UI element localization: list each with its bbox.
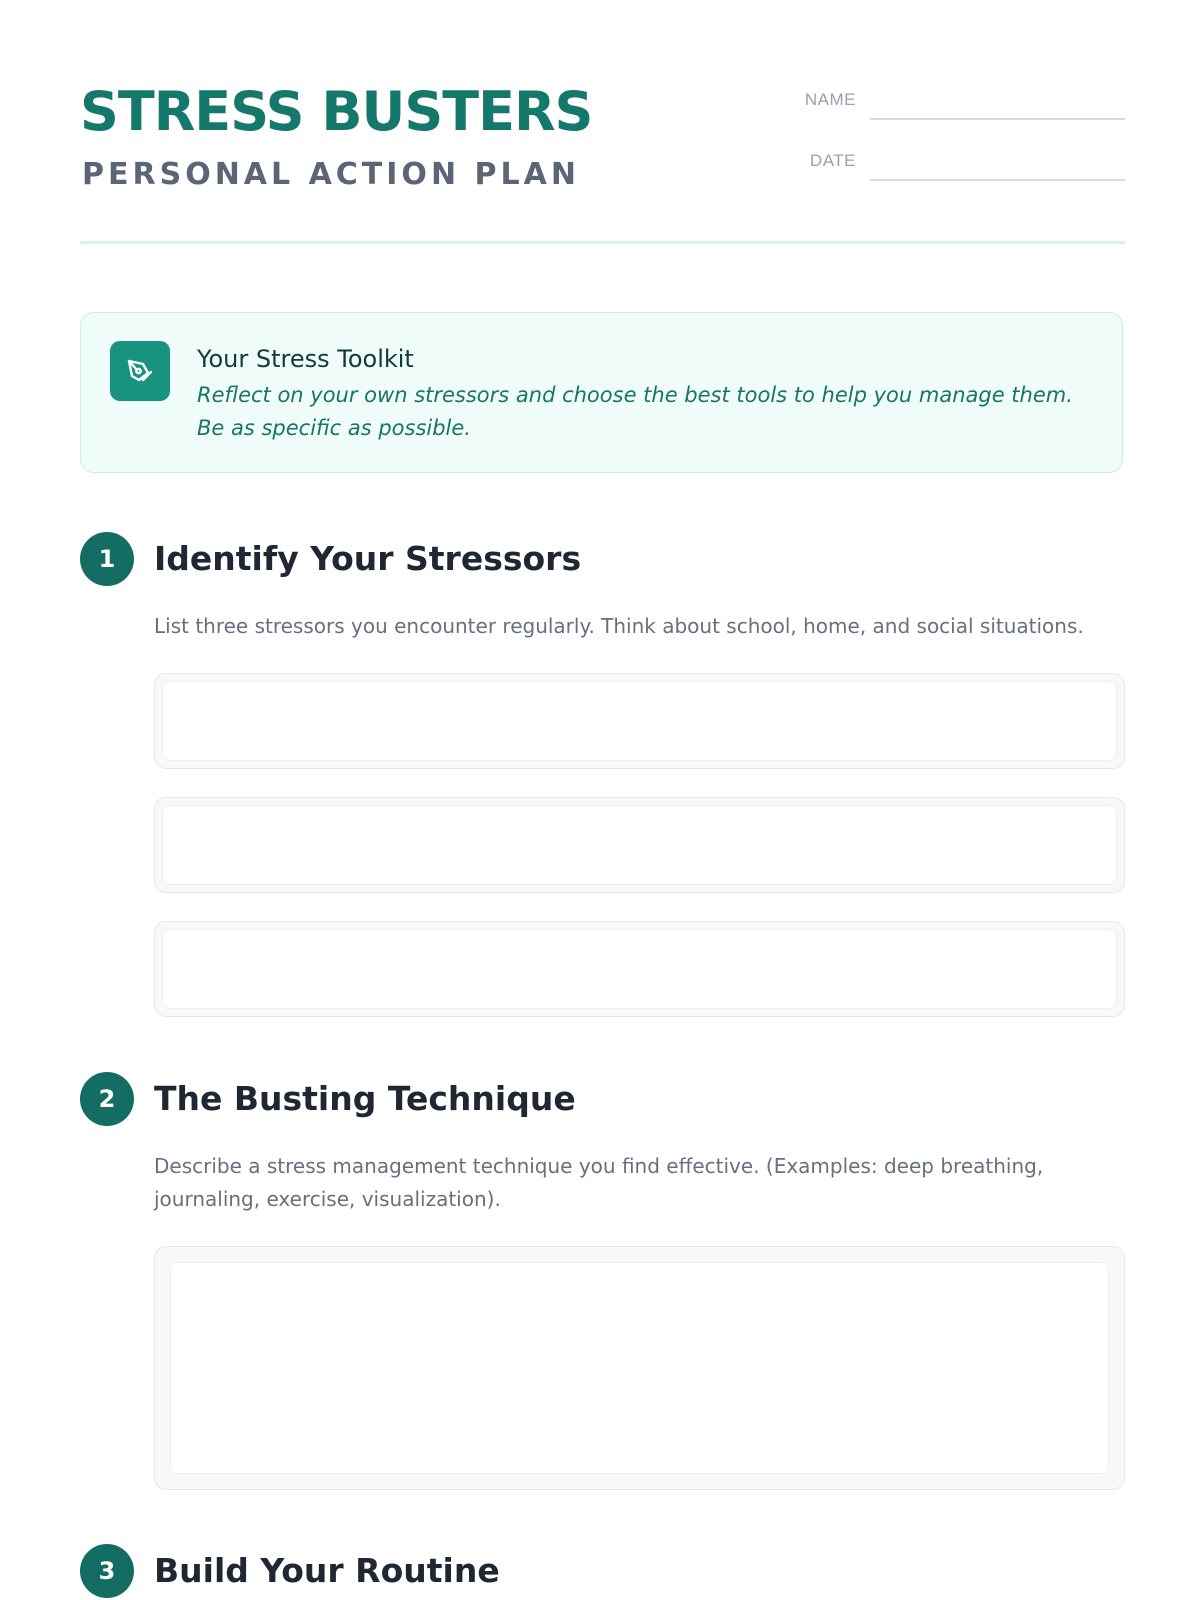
step-2-title: The Busting Technique	[154, 1079, 576, 1118]
step-1-title: Identify Your Stressors	[154, 539, 582, 578]
stressor-input-1[interactable]	[154, 673, 1125, 769]
page-subtitle: PERSONAL ACTION PLAN	[82, 157, 580, 192]
header-divider	[80, 241, 1125, 244]
toolkit-callout	[80, 312, 1123, 473]
technique-input-area[interactable]	[170, 1262, 1109, 1474]
toolkit-title: Your Stress Toolkit	[197, 345, 414, 373]
pen-nib-glyph	[124, 355, 156, 387]
step-3-title: Build Your Routine	[154, 1551, 500, 1590]
step-2-description: Describe a stress management technique you find effective. (Examples: deep breathing, journaling, exercise, visualization).	[154, 1154, 1044, 1211]
step-2-badge: 2	[80, 1072, 134, 1126]
name-label: NAME	[804, 90, 856, 109]
toolkit-instructions: Reflect on your own stressors and choose the best tools to help you manage them. Be as specific as possible.	[197, 383, 1073, 440]
stressor-input-3[interactable]	[154, 921, 1125, 1017]
stressor-input-2[interactable]	[154, 797, 1125, 893]
page-title: STRESS BUSTERS	[80, 80, 593, 143]
stressor-input-1-area[interactable]	[162, 681, 1117, 761]
stressor-input-3-area[interactable]	[162, 929, 1117, 1009]
stressor-input-2-area[interactable]	[162, 805, 1117, 885]
step-1-badge: 1	[80, 532, 134, 586]
date-field[interactable]	[870, 179, 1125, 181]
name-field[interactable]	[870, 118, 1125, 120]
step-1-description: List three stressors you encounter regularly. Think about school, home, and social situations.	[154, 614, 1084, 638]
technique-input[interactable]	[154, 1246, 1125, 1490]
step-3-badge: 3	[80, 1544, 134, 1598]
pen-nib-icon	[110, 341, 170, 401]
date-label: DATE	[809, 151, 856, 170]
